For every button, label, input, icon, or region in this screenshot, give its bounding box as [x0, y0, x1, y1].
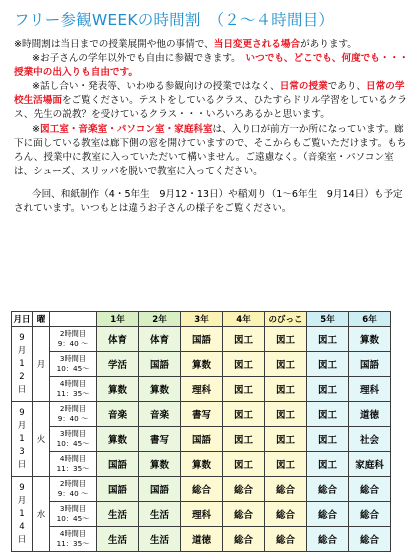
- subject-cell: 書写: [181, 402, 223, 427]
- subject-cell: 理科: [181, 377, 223, 402]
- subject-cell: 総合: [265, 502, 307, 527]
- period-label: 2時間目: [59, 404, 87, 413]
- table-row: [12, 452, 391, 477]
- subject-cell: 図工: [265, 427, 307, 452]
- subject-cell: 学活: [97, 352, 139, 377]
- date-cell: [12, 477, 33, 552]
- subject-cell: 総合: [223, 477, 265, 502]
- period-label: 2時間目: [59, 329, 87, 338]
- timetable-header-row: [12, 312, 391, 327]
- period-time: 11：35～: [56, 464, 90, 473]
- date-cell: [12, 402, 33, 477]
- subject-cell: 体育: [97, 327, 139, 352]
- header-grade: 2年: [139, 312, 181, 327]
- timetable: [11, 311, 391, 552]
- subject-cell: 図工: [265, 327, 307, 352]
- period-label: 4時間目: [59, 454, 87, 463]
- header-grade: 3年: [181, 312, 223, 327]
- subject-cell: 生活: [139, 527, 181, 552]
- timetable-wrapper: [11, 311, 391, 552]
- subject-cell: 図工: [265, 452, 307, 477]
- header-month: 月: [13, 315, 22, 325]
- note-emphasis: 日常の授業: [279, 81, 328, 93]
- note-text: があります。: [300, 39, 357, 50]
- note-free-visit: [14, 52, 412, 80]
- note-text: は、入り口が前方一か所になっています。廊下に面している教室は廊下側の窓を開けていますので、そこからもご覧いただけます。もちろん、授業中に教室に入っていただいて構いません。ご遠慮なく。（音楽室・パソコン室は、シューズ、スリッパを脱いで教室に入ってください。: [14, 123, 407, 177]
- subject-cell: 総合: [349, 477, 391, 502]
- weekday-cell: 月: [33, 327, 50, 402]
- note-text: であり、: [327, 81, 367, 93]
- subject-cell: 体育: [139, 327, 181, 352]
- subject-cell: 理科: [181, 502, 223, 527]
- subject-cell: 図工: [307, 327, 349, 352]
- table-row: [12, 502, 391, 527]
- period-label: 4時間目: [59, 529, 87, 538]
- subject-cell: 家庭科: [349, 452, 391, 477]
- note-daily-lessons: [14, 80, 412, 122]
- period-time: 11：35～: [56, 539, 90, 548]
- table-row: [12, 527, 391, 552]
- subject-cell: 図工: [307, 377, 349, 402]
- date-text: 9月14日: [17, 482, 27, 545]
- weekday-cell: 火: [33, 402, 50, 477]
- table-row: [12, 402, 391, 427]
- header-weekday: 曜: [33, 312, 50, 327]
- note-emphasis: 当日変更される場合: [213, 39, 301, 50]
- subject-cell: 道徳: [181, 527, 223, 552]
- subject-cell: 総合: [349, 502, 391, 527]
- subject-cell: 総合: [181, 477, 223, 502]
- table-row: [12, 477, 391, 502]
- note-text: ※話し合い・発表等、いわゆる参観向けの授業ではなく、: [32, 81, 280, 93]
- subject-cell: 図工: [223, 327, 265, 352]
- subject-cell: 算数: [97, 427, 139, 452]
- period-cell: [50, 352, 97, 377]
- subject-cell: 算数: [181, 452, 223, 477]
- header-month-day: [12, 312, 33, 327]
- header-grade: 4年: [223, 312, 265, 327]
- period-label: 3時間目: [59, 429, 87, 438]
- subject-cell: 図工: [265, 352, 307, 377]
- date-text: 9月12日: [17, 332, 27, 395]
- subject-cell: 音楽: [97, 402, 139, 427]
- subject-cell: 算数: [349, 327, 391, 352]
- subject-cell: 算数: [139, 452, 181, 477]
- period-label: 4時間目: [59, 379, 87, 388]
- subject-cell: 総合: [349, 527, 391, 552]
- subject-cell: 総合: [307, 502, 349, 527]
- weekday-cell: 水: [33, 477, 50, 552]
- note-emphasis: いつでも、どこでも、何度でも・・・授業中の出入りも自由です。: [14, 53, 409, 79]
- period-cell: [50, 402, 97, 427]
- header-grade: 5年: [307, 312, 349, 327]
- subject-cell: 図工: [307, 427, 349, 452]
- subject-cell: 総合: [265, 477, 307, 502]
- period-cell: [50, 502, 97, 527]
- subject-cell: 図工: [223, 377, 265, 402]
- header-grade: 1年: [97, 312, 139, 327]
- period-cell: [50, 452, 97, 477]
- subject-cell: 国語: [97, 452, 139, 477]
- period-time: 10：45～: [56, 439, 90, 448]
- period-cell: [50, 527, 97, 552]
- subject-cell: 国語: [139, 477, 181, 502]
- subject-cell: 図工: [223, 427, 265, 452]
- period-cell: [50, 327, 97, 352]
- timetable-body: [12, 327, 391, 552]
- note-special-rooms: [14, 123, 412, 179]
- period-cell: [50, 477, 97, 502]
- subject-cell: 図工: [223, 402, 265, 427]
- subject-cell: 生活: [97, 502, 139, 527]
- note-emphasis: 図工室・音楽室・パソコン室・家庭科室: [40, 123, 213, 135]
- table-row: [12, 352, 391, 377]
- subject-cell: 図工: [265, 377, 307, 402]
- header-grade: 6年: [349, 312, 391, 327]
- header-period: [50, 312, 97, 327]
- period-time: 11：35～: [56, 389, 90, 398]
- note-schedule-change: [14, 38, 412, 52]
- note-text: ※時間割は当日までの授業展開や他の事情で、: [14, 39, 214, 50]
- note-emphasis: 日常の学校生活場面: [14, 81, 405, 107]
- page-title: フリー参観WEEKの時間割 （２～４時間目）: [14, 11, 335, 29]
- period-time: 9：40 ～: [57, 414, 89, 423]
- period-time: 9：40 ～: [57, 339, 89, 348]
- period-cell: [50, 377, 97, 402]
- subject-cell: 図工: [265, 402, 307, 427]
- period-time: 10：45～: [56, 364, 90, 373]
- subject-cell: 総合: [265, 527, 307, 552]
- table-row: [12, 427, 391, 452]
- date-cell: [12, 327, 33, 402]
- subject-cell: 図工: [307, 402, 349, 427]
- period-label: 3時間目: [59, 354, 87, 363]
- subject-cell: 総合: [223, 502, 265, 527]
- subject-cell: 社会: [349, 427, 391, 452]
- subject-cell: 図工: [223, 452, 265, 477]
- subject-cell: 図工: [307, 452, 349, 477]
- period-cell: [50, 427, 97, 452]
- subject-cell: 国語: [181, 327, 223, 352]
- subject-cell: 生活: [97, 527, 139, 552]
- note-text: ※お子さんの学年以外でも自由に参観できます。: [32, 53, 246, 65]
- subject-cell: 算数: [139, 377, 181, 402]
- subject-cell: 図工: [307, 352, 349, 377]
- note-text: をご覧ください。テストをしているクラス、ひたすらドリル学習をしているクラス、先生の説教？を受けているクラス・・・いろいろあるかと思います。: [14, 95, 407, 121]
- period-time: 10：45～: [56, 514, 90, 523]
- table-row: [12, 377, 391, 402]
- subject-cell: 図工: [223, 352, 265, 377]
- header-grade: のびっこ: [265, 312, 307, 327]
- subject-cell: 国語: [139, 352, 181, 377]
- subject-cell: 総合: [307, 527, 349, 552]
- subject-cell: 書写: [139, 427, 181, 452]
- subject-cell: 算数: [181, 352, 223, 377]
- notes: [14, 38, 412, 216]
- table-row: [12, 327, 391, 352]
- subject-cell: 総合: [307, 477, 349, 502]
- subject-cell: 生活: [139, 502, 181, 527]
- note-text: ※: [32, 123, 41, 135]
- subject-cell: 国語: [349, 352, 391, 377]
- header-day: 日: [22, 315, 31, 325]
- subject-cell: 道徳: [349, 402, 391, 427]
- date-text: 9月13日: [17, 407, 27, 470]
- period-time: 9：40 ～: [57, 489, 89, 498]
- period-label: 2時間目: [59, 479, 87, 488]
- subject-cell: 国語: [97, 477, 139, 502]
- subject-cell: 国語: [181, 427, 223, 452]
- note-events: 今回、和紙制作（4・5年生 9月12・13日）や稲刈り（1～6年生 9月14日）も予定されています。いつもとは違うお子さんの様子をご覧ください。: [14, 188, 403, 215]
- subject-cell: 総合: [223, 527, 265, 552]
- period-label: 3時間目: [59, 504, 87, 513]
- subject-cell: 理科: [349, 377, 391, 402]
- subject-cell: 音楽: [139, 402, 181, 427]
- subject-cell: 算数: [97, 377, 139, 402]
